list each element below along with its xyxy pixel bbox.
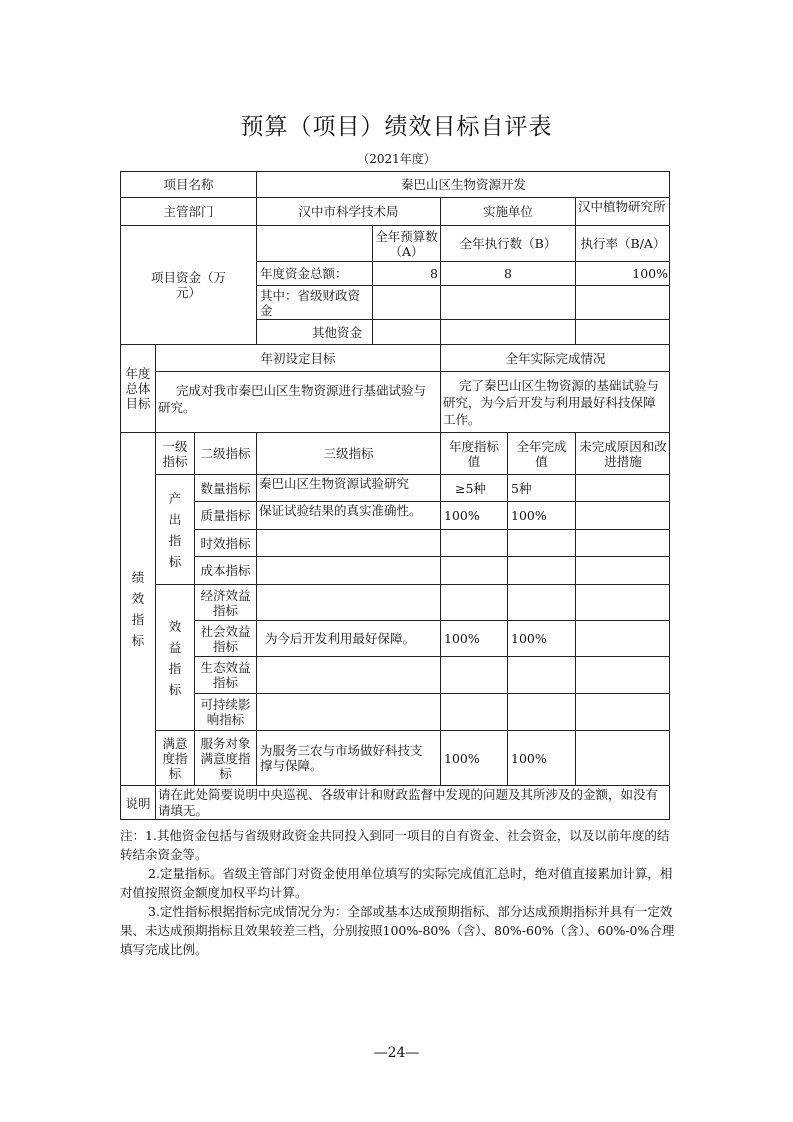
row-target (440, 656, 507, 693)
page-number: —24— (373, 1045, 420, 1061)
goals-side-label: 年度总体目标 (120, 344, 155, 432)
row-actual (507, 556, 575, 584)
row-actual (507, 693, 575, 730)
row-target (440, 693, 507, 730)
row-level3 (256, 693, 440, 730)
header-level1: 一级指标 (155, 432, 194, 474)
row-reason (575, 693, 670, 730)
note-1: 注：1.其他资金包括与省级财政资金共同投入到同一项目的自有资金、社会资金，以及以前年度的结转结余资金等。 (120, 828, 670, 862)
note-2: 2.定量指标。省级主管部门对资金使用单位填写的实际完成值汇总时，绝对值直接累加计算，相对值按照资金额度加权平均计算。 (120, 866, 673, 900)
row-level2: 经济效益指标 (194, 584, 256, 620)
row-actual: 100% (507, 620, 575, 656)
funds-prov-exec (440, 285, 575, 319)
row-level3 (256, 584, 440, 620)
funds-prov-rate (575, 285, 670, 319)
row-actual (507, 529, 575, 556)
row-actual: 100% (507, 730, 575, 785)
row-reason (575, 620, 670, 656)
funds-total-budget: 8 (372, 261, 440, 285)
row-level2: 质量指标 (194, 501, 256, 529)
row-reason (575, 556, 670, 584)
funds-other-exec (440, 319, 575, 344)
header-actual: 全年完成值 (507, 432, 575, 474)
funds-col-rate: 执行率（B/A） (575, 225, 670, 261)
explain-text: 请在此处简要说明中央巡视、各级审计和财政监督中发现的问题及其所涉及的金额，如没有请填无。 (155, 785, 670, 820)
row-level3: 秦巴山区生物资源试验研究 (256, 474, 440, 501)
row-target (440, 584, 507, 620)
row-level2: 时效指标 (194, 529, 256, 556)
row-reason (575, 584, 670, 620)
row-target: 100% (440, 730, 507, 785)
goals-set-header: 年初设定目标 (155, 344, 440, 371)
goals-set-text: 完成对我市秦巴山区生物资源进行基础试验与研究。 (155, 371, 440, 432)
row-actual (507, 656, 575, 693)
impl-label: 实施单位 (440, 197, 575, 225)
row-target (440, 556, 507, 584)
funds-blank-header (256, 225, 372, 261)
row-level2: 数量指标 (194, 474, 256, 501)
row-reason (575, 501, 670, 529)
dept-value: 汉中市科学技术局 (256, 197, 440, 225)
row-actual: 100% (507, 501, 575, 529)
project-name-label: 项目名称 (120, 171, 256, 197)
row-level2: 成本指标 (194, 556, 256, 584)
row-level3 (256, 556, 440, 584)
row-reason (575, 474, 670, 501)
header-target: 年度指标值 (440, 432, 507, 474)
header-reason: 未完成原因和改进措施 (575, 432, 670, 474)
funds-other-label: 其他资金 (256, 319, 372, 344)
funds-total-label: 年度资金总额： (256, 261, 372, 285)
year-subtitle: （2021年度） (357, 152, 436, 166)
note-3: 3.定性指标根据指标完成情况分为：全部或基本达成预期指标、部分达成预期指标并具有一定效果、未达成预期指标且效果较差三档，分别按照100%-80%（含）、80%-60%（含）、60%-0%合理填写完成比例。 (120, 904, 675, 957)
goals-actual-header: 全年实际完成情况 (440, 344, 670, 371)
row-reason (575, 529, 670, 556)
funds-other-rate (575, 319, 670, 344)
row-level3: 为今后开发利用最好保障。 (256, 620, 440, 656)
page-title: 预算（项目）绩效目标自评表 (240, 114, 553, 140)
explain-label: 说明 (120, 785, 155, 820)
row-target (440, 529, 507, 556)
funds-total-rate: 100% (575, 261, 670, 285)
row-reason (575, 656, 670, 693)
row-target: 100% (440, 501, 507, 529)
row-level3: 为服务三农与市场做好科技支撑与保障。 (256, 730, 440, 785)
row-target: 100% (440, 620, 507, 656)
dept-label: 主管部门 (120, 197, 256, 225)
funds-col-exec: 全年执行数（B） (440, 225, 575, 261)
project-name-value: 秦巴山区生物资源开发 (256, 171, 670, 197)
row-level3: 保证试验结果的真实准确性。 (256, 501, 440, 529)
row-level3 (256, 656, 440, 693)
row-level2: 服务对象满意度指标 (194, 730, 256, 785)
funds-label: 项目资金（万元） (120, 225, 256, 344)
notes-section (120, 826, 680, 959)
goals-actual-text: 完了秦巴山区生物资源的基础试验与研究，为今后开发与利用最好科技保障工作。 (440, 371, 670, 432)
header-level3: 三级指标 (256, 432, 440, 474)
indicators-side-label: 绩效指标 (120, 432, 155, 785)
row-actual: 5种 (507, 474, 575, 501)
header-level2: 二级指标 (194, 432, 256, 474)
row-level2: 可持续影响指标 (194, 693, 256, 730)
satisfaction-indicator-label: 满意度指标 (155, 730, 194, 785)
funds-prov-label: 其中：省级财政资金 (256, 285, 372, 319)
funds-total-exec: 8 (440, 261, 575, 285)
funds-prov-budget (372, 285, 440, 319)
row-level2: 生态效益指标 (194, 656, 256, 693)
impl-value: 汉中植物研究所 (575, 197, 670, 225)
row-level3 (256, 529, 440, 556)
output-indicator-label: 产出指标 (155, 474, 194, 584)
row-target: ≥5种 (440, 474, 507, 501)
funds-other-budget (372, 319, 440, 344)
row-reason (575, 730, 670, 785)
effect-indicator-label: 效益指标 (155, 584, 194, 730)
row-actual (507, 584, 575, 620)
funds-col-budget: 全年预算数（A） (372, 225, 440, 261)
row-level2: 社会效益指标 (194, 620, 256, 656)
